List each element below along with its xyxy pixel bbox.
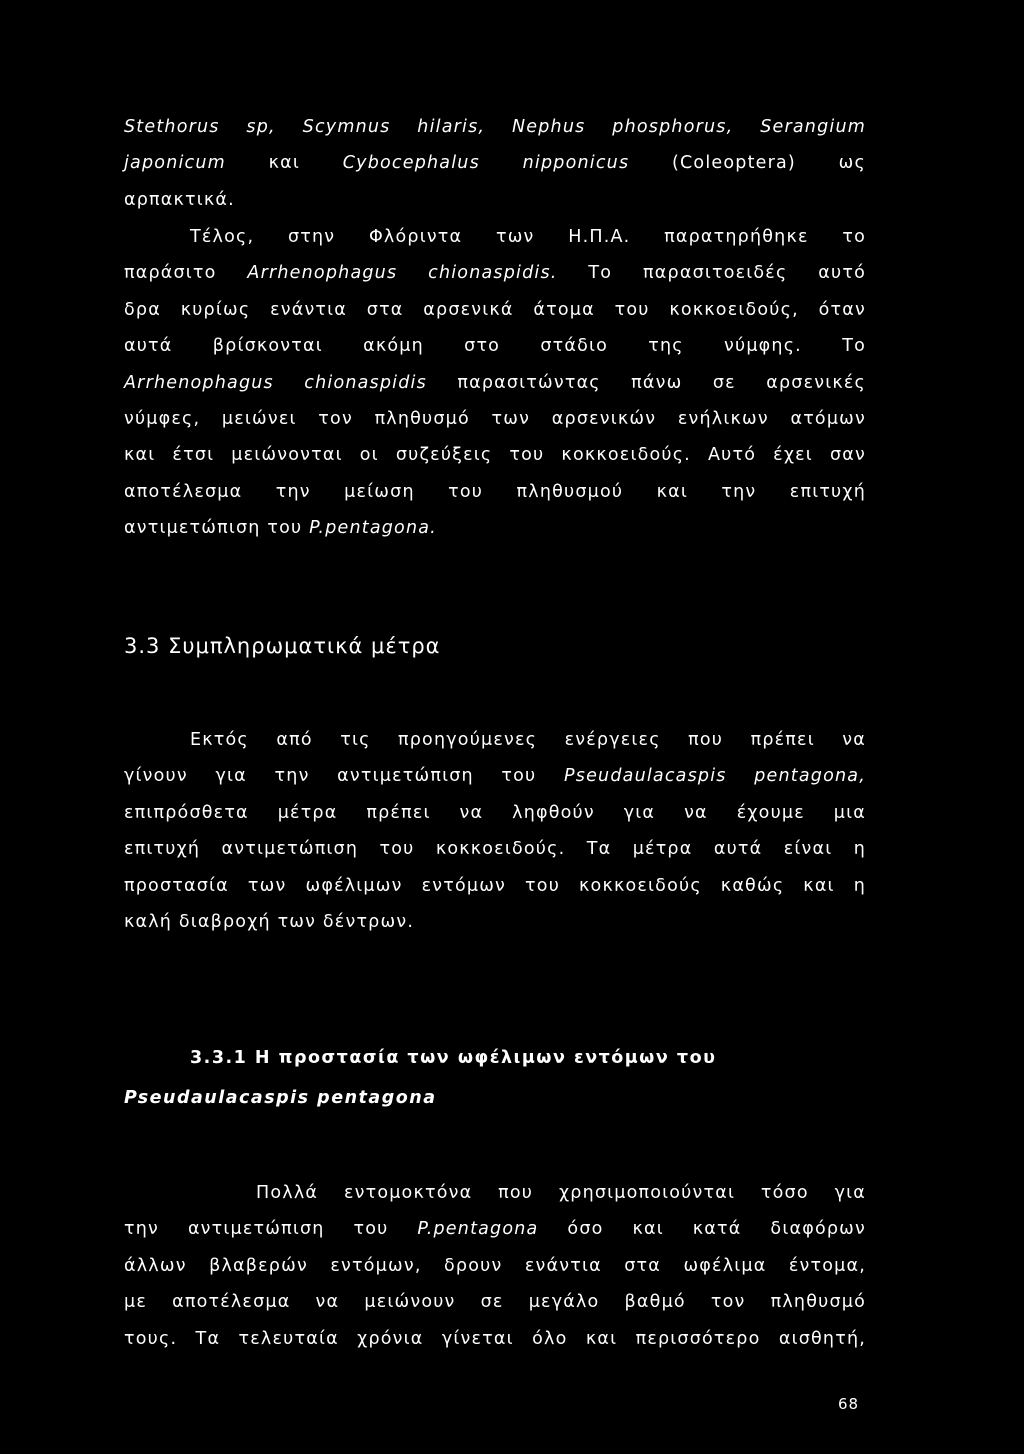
text-segment: όσο και κατά διαφόρων <box>538 1219 866 1240</box>
italic-text: japonicum <box>124 153 226 174</box>
italic-text: Cybocephalus nipponicus <box>342 153 630 174</box>
text-segment: δρα κυρίως ενάντια στα αρσενικά άτομα του κοκκοειδούς, όταν <box>124 299 866 320</box>
text-line <box>124 510 866 546</box>
text-line <box>124 758 866 794</box>
text-segment: και έτσι μειώνονται οι συζεύξεις του κοκκοειδούς. Αυτό έχει σαν <box>124 445 866 466</box>
text-segment: αποτέλεσμα την μείωση του πληθυσμού και την επιτυχή <box>124 481 866 502</box>
text-segment: επιτυχή αντιμετώπιση του κοκκοειδούς. Τα μέτρα αυτά είναι η <box>124 839 866 860</box>
text-segment: την αντιμετώπιση του <box>124 1219 418 1240</box>
text-line <box>124 1248 866 1284</box>
italic-text: Arrhenophagus chionaspidis <box>124 372 427 393</box>
text-line <box>124 328 866 364</box>
text-line <box>124 365 866 401</box>
italic-text: P.pentagona <box>417 1219 539 1240</box>
section-heading-3-3: 3.3 Συμπληρωματικά μέτρα <box>124 634 441 658</box>
text-line <box>124 722 866 758</box>
text-segment: Πολλά εντομοκτόνα που χρησιμοποιούνται τόσο για <box>256 1183 866 1203</box>
italic-text: Pseudaulacaspis pentagona, <box>564 766 866 787</box>
subsection-heading-3-3-1 <box>124 1040 866 1116</box>
text-line <box>124 401 866 437</box>
text-segment: αντιμετώπιση του <box>124 518 310 539</box>
text-segment: παράσιτο <box>124 263 248 284</box>
text-segment: επιπρόσθετα μέτρα πρέπει να ληφθούν για να έχουμε μια <box>124 802 866 823</box>
text-line <box>124 255 866 291</box>
text-segment: τους. Τα τελευταία χρόνια γίνεται όλο και περισσότερο αισθητή, <box>124 1328 866 1349</box>
text-segment: με αποτέλεσμα να μειώνουν σε μεγάλο βαθμό τον πληθυσμό <box>124 1292 866 1313</box>
text-line <box>124 904 866 940</box>
text-line <box>124 292 866 328</box>
paragraph-insecticides <box>124 1175 866 1357</box>
text-line <box>124 1284 866 1320</box>
text-line <box>124 109 866 145</box>
text-line <box>124 182 866 218</box>
text-segment: και <box>225 153 343 174</box>
paragraph-predators-continued <box>124 109 866 218</box>
text-segment: Τέλος, στην Φλόριντα των Η.Π.Α. παρατηρήθηκε το <box>190 227 866 247</box>
text-line <box>124 145 866 181</box>
text-segment: άλλων βλαβερών εντόμων, δρουν ενάντια στα ωφέλιμα έντομα, <box>124 1255 866 1276</box>
page-number: 68 <box>838 1395 860 1413</box>
text-line <box>124 1321 866 1357</box>
text-segment: αρπακτικά. <box>124 189 235 210</box>
italic-text: Stethorus sp, Scymnus hilaris, Nephus phosphorus, Serangium <box>124 117 866 137</box>
text-segment: (Coleoptera) ως <box>629 153 866 174</box>
text-line <box>124 1175 866 1211</box>
text-line <box>124 795 866 831</box>
text-line <box>124 868 866 904</box>
text-segment: παρασιτώντας πάνω σε αρσενικές <box>426 372 866 393</box>
text-line <box>124 474 866 510</box>
subsection-heading-line-2: Pseudaulacaspis pentagona <box>124 1088 437 1108</box>
text-line <box>124 437 866 473</box>
italic-text: Arrhenophagus chionaspidis. <box>247 263 558 284</box>
text-line <box>124 1211 866 1247</box>
text-segment: καλή διαβροχή των δέντρων. <box>124 912 415 933</box>
paragraph-supplementary-measures <box>124 722 866 940</box>
italic-text: P.pentagona. <box>309 518 437 539</box>
subsection-heading-line-1: 3.3.1 Η προστασία των ωφέλιμων εντόμων του <box>190 1048 717 1068</box>
text-segment: προστασία των ωφέλιμων εντόμων του κοκκοειδούς καθώς και η <box>124 875 866 896</box>
text-segment: γίνουν για την αντιμετώπιση του <box>124 766 565 787</box>
text-segment: αυτά βρίσκονται ακόμη στο στάδιο της νύμφης. Το <box>124 336 866 357</box>
text-segment: νύμφες, μειώνει τον πληθυσμό των αρσενικών ενήλικων ατόμων <box>124 409 866 430</box>
paragraph-arrhenophagus <box>124 219 866 547</box>
text-line <box>124 219 866 255</box>
text-segment: Εκτός από τις προηγούμενες ενέργειες που πρέπει να <box>190 730 866 750</box>
text-line <box>124 831 866 867</box>
text-segment: Το παρασιτοειδές αυτό <box>557 263 866 284</box>
